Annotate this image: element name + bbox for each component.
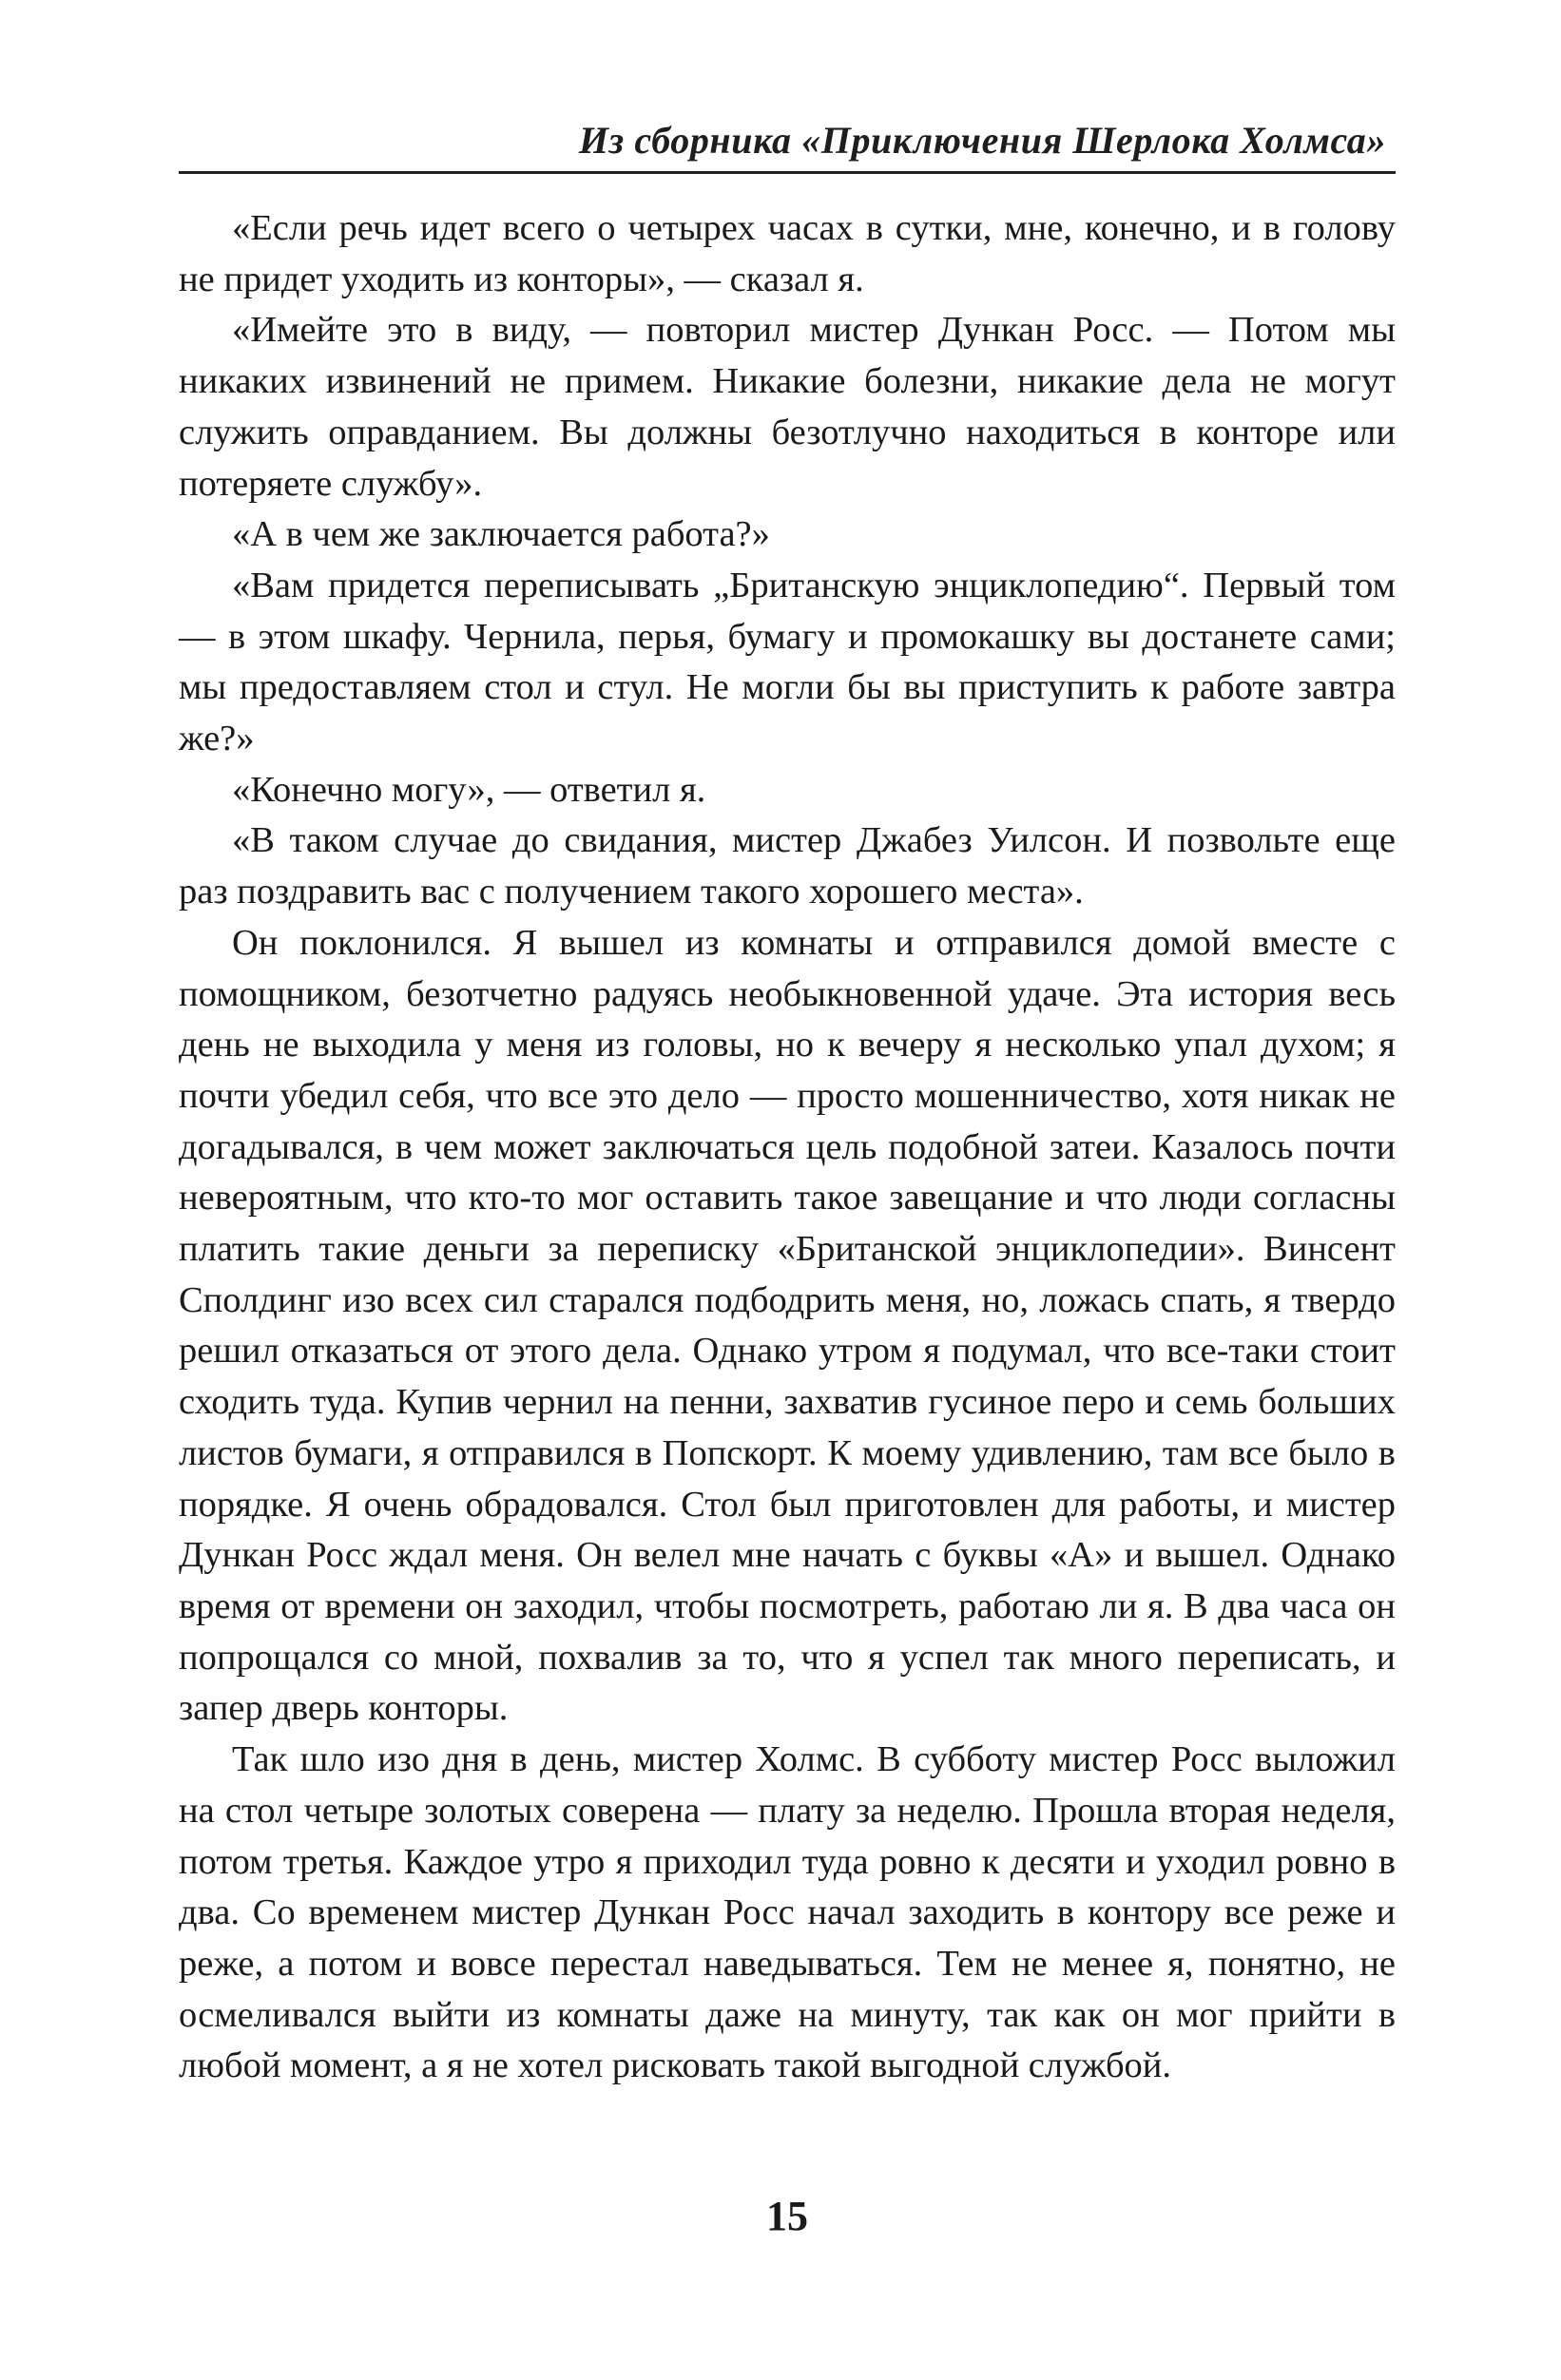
paragraph: Так шло изо дня в день, мистер Холмс. В субботу мистер Росс выложил на стол четыре золотых соверена — плату за неделю. Прошла вторая неделя, потом третья. Каждое утро я приходил туда ровно к десяти и уходил ровно в два. Со временем мистер Дункан Росс начал заходить в контору все реже и реже, а потом и вовсе перестал наведываться. Тем не менее я, понятно, не осмеливался выйти из комнаты даже на минуту, так как он мог прийти в любой момент, а я не хотел рисковать такой выгодной службой. <box>179 1739 1396 2086</box>
paragraph: «Имейте это в виду, — повторил мистер Дункан Росс. — Потом мы никаких извинений не примем. Никакие болезни, никакие дела не могут служить оправданием. Вы должны безотлучно находиться в конторе или потеряете службу». <box>179 310 1396 504</box>
paragraph: «Конечно могу», — ответил я. <box>232 769 706 810</box>
paragraph: «А в чем же заключается работа?» <box>232 514 770 555</box>
paragraph: Он поклонился. Я вышел из комнаты и отправился домой вместе с помощником, безотчетно радуясь необыкновенной удаче. Эта история весь день не выходила у меня из головы, но к вечеру я несколько упал духом; я почти убедил себя, что все это дело — просто мошенничество, хотя никак не догадывался, в чем может заключаться цель подобной затеи. Казалось почти невероятным, что кто-то мог оставить такое завещание и что люди согласны платить такие деньги за переписку «Британской энциклопедии». Винсент Сполдинг изо всех сил старался подбодрить меня, но, ложась спать, я твердо решил отказаться от этого дела. Однако утром я подумал, что все-таки стоит сходить туда. Купив чернил на пенни, захватив гусиное перо и семь больших листов бумаги, я отправился в Попскорт. К моему удивлению, там все было в порядке. Я очень обрадовался. Стол был приготовлен для работы, и мистер Дункан Росс ждал меня. Он велел мне начать с буквы «А» и вышел. Однако время от времени он заходил, чтобы посмотреть, работаю ли я. В два часа он попрощался со мной, похвалив за то, что я успел так много переписать, и запер дверь конторы. <box>179 922 1396 1729</box>
paragraph: «В таком случае до свидания, мистер Джабез Уилсон. И позвольте еще раз поздравить вас с получением такого хорошего места». <box>179 820 1396 912</box>
paragraph: «Вам придется переписывать „Британскую энциклопедию“. Первый том — в этом шкафу. Чернила, перья, бумагу и промокашку вы достанете сами; мы предоставляем стол и стул. Не могли бы вы приступить к работе завтра же?» <box>179 565 1396 759</box>
header-rule <box>179 171 1396 174</box>
page-number: 15 <box>766 2193 808 2239</box>
body-text <box>179 203 1396 2092</box>
paragraph: «Если речь идет всего о четырех часах в сутки, мне, конечно, и в голову не придет уходить из конторы», — сказал я. <box>179 208 1396 299</box>
running-title: Из сборника «Приключения Шерлока Холмса» <box>578 119 1386 162</box>
